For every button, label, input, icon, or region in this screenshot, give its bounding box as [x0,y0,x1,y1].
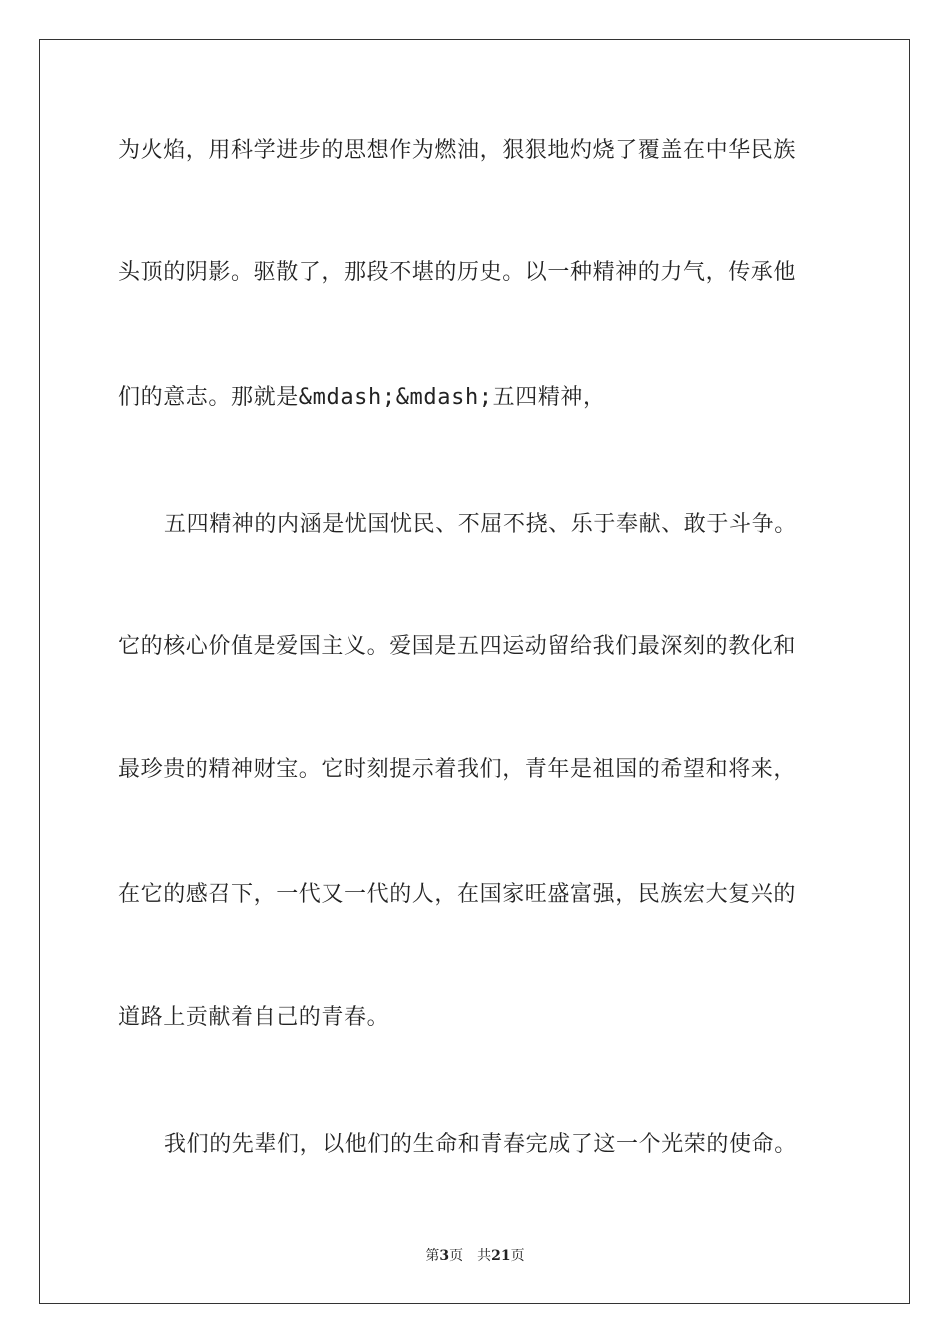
total-suffix: 页 [510,1248,525,1264]
body-line-4: 五四精神的内涵是忧国忧民、不屈不挠、乐于奉献、敢于斗争。 [164,512,797,537]
body-line-9: 我们的先辈们，以他们的生命和青春完成了这一个光荣的使命。 [164,1132,797,1157]
total-pages: 21 [491,1248,511,1264]
page-number: 3 [439,1248,450,1264]
body-line-8: 道路上贡献着自己的青春。 [118,1005,390,1030]
body-line-7: 在它的感召下，一代又一代的人，在国家旺盛富强，民族宏大复兴的 [118,882,797,907]
total-prefix: 共 [477,1248,492,1264]
page-suffix: 页 [449,1248,464,1264]
page-prefix: 第 [425,1248,440,1264]
body-line-3: 们的意志。那就是&mdash;&mdash;五四精神， [118,385,606,410]
body-line-2: 头顶的阴影。驱散了，那段不堪的历史。以一种精神的力气，传承他 [118,260,797,285]
page-frame [39,39,910,1304]
body-line-5: 它的核心价值是爱国主义。爱国是五四运动留给我们最深刻的教化和 [118,634,797,659]
body-line-6: 最珍贵的精神财宝。它时刻提示着我们，青年是祖国的希望和将来， [118,757,797,782]
body-line-1: 为火焰，用科学进步的思想作为燃油，狠狠地灼烧了覆盖在中华民族 [118,138,797,163]
page-footer [0,1246,950,1266]
